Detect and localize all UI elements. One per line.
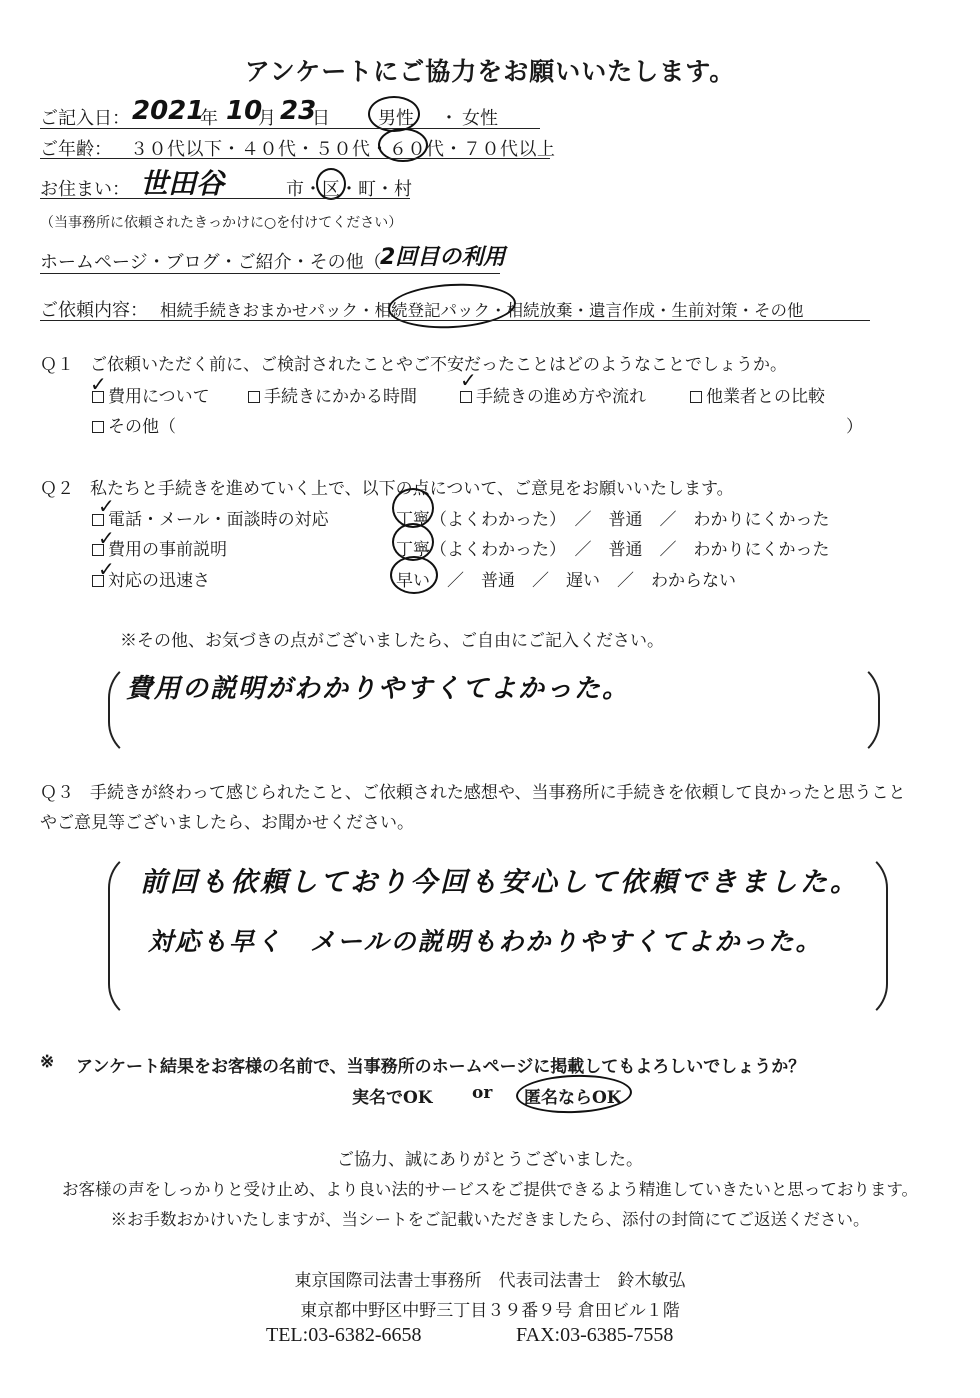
q1-text: ご依頼いただく前に、ご検討されたことやご不安だったことはどのようなことでしょうか。 (90, 355, 787, 375)
q1-option-cost-label: 費用について (108, 387, 210, 407)
month-suffix: 月 (258, 108, 276, 129)
q1-option-cost[interactable] (92, 382, 210, 407)
q1-number: Ｑ１ (40, 355, 74, 375)
entry-date-label: ご記入日： (40, 108, 130, 129)
q2-comment-text: 費用の説明がわかりやすくてよかった。 (126, 674, 631, 704)
gender-male[interactable]: 男性 (378, 108, 414, 129)
q2-contact-circle-mark (392, 488, 434, 528)
trigger-note: （当事務所に依頼されたきっかけに○を付けてください） (40, 215, 403, 231)
q2-cost-check-mark: ✓ (98, 526, 115, 550)
q2-row-contact[interactable] (92, 505, 329, 530)
request-options[interactable]: 相続手続きおまかせパック・相続登記パック・相続放棄・遺言作成・生前対策・その他 (160, 301, 804, 320)
q1-option-compare-checkbox[interactable] (690, 391, 702, 403)
q3-number: Ｑ３ (40, 783, 74, 803)
q1-option-time-label: 手続きにかかる時間 (264, 387, 417, 407)
thanks-message: ご協力、誠にありがとうございました。 (337, 1150, 643, 1170)
q1-option-process-label: 手続きの進め方や流れ (476, 387, 646, 407)
q1-process-check-mark: ✓ (460, 368, 477, 392)
publish-circle-mark (515, 1073, 632, 1115)
q1-option-other-checkbox[interactable] (92, 421, 104, 433)
office-address: 東京都中野区中野三丁目３９番９号 倉田ビル１階 (300, 1301, 680, 1321)
closing-message: お客様の声をしっかりと受け止め、より良い法的サービスをご提供できるよう精進していきたいと思っております。 (61, 1180, 919, 1199)
q1-option-time-checkbox[interactable] (248, 391, 260, 403)
publish-or: or (472, 1083, 493, 1103)
trigger-options[interactable]: ホームページ・ブログ・ご紹介・その他（ (40, 252, 382, 273)
q1-option-process-checkbox[interactable] (460, 391, 472, 403)
residence-options[interactable]: 市・区・町・村 (286, 179, 412, 200)
publish-real-name[interactable]: 実名でOK (352, 1088, 433, 1108)
q2-contact-check-mark: ✓ (98, 494, 115, 518)
trigger-handwritten: 2回目の利用 (380, 245, 506, 270)
q3-text-line1: 手続きが終わって感じられたこと、ご依頼された感想や、当事務所に手続きを依頼して良かったと思うこと (90, 783, 906, 803)
q1-cost-check-mark: ✓ (90, 372, 107, 396)
office-name: 東京国際司法書士事務所 代表司法書士 鈴木敏弘 (294, 1271, 686, 1291)
q1-option-process[interactable] (460, 382, 646, 407)
return-note: ※お手数おかけいたしますが、当シートをご記載いただきましたら、添付の封筒にてご返送ください。 (110, 1210, 870, 1229)
q3-comment-line1: 前回も依頼しており今回も安心して依頼できました。 (140, 867, 860, 898)
q1-other-close: ） (846, 417, 863, 437)
entry-day: 23 (280, 96, 317, 126)
day-suffix: 日 (312, 108, 330, 129)
gender-female[interactable]: 女性 (462, 108, 498, 129)
residence-value: 世田谷 (140, 167, 225, 200)
q2-speed-check-mark: ✓ (98, 557, 115, 581)
residence-label: お住まい： (40, 179, 130, 200)
age-label: ご年齢： (40, 139, 112, 160)
gender-circle-mark (368, 96, 420, 132)
publish-question: アンケート結果をお客様の名前で、当事務所のホームページに掲載してもよろしいでしょうか？ (76, 1057, 806, 1077)
q2-note: ※その他、お気づきの点がございましたら、ご自由にご記入ください。 (120, 631, 664, 651)
q1-option-compare-label: 他業者との比較 (706, 387, 825, 407)
request-label: ご依頼内容： (40, 300, 148, 321)
office-tel[interactable]: TEL:03-6382-6658 (266, 1324, 422, 1346)
entry-year: 2021 (132, 96, 205, 126)
q2-row-speed-answers[interactable]: 早い ／ 普通 ／ 遅い ／ わからない (396, 571, 736, 591)
q2-row-contact-label: 電話・メール・面談時の対応 (108, 510, 329, 530)
q2-row-cost-label: 費用の事前説明 (108, 540, 227, 560)
page-title: アンケートにご協力をお願いいたします。 (244, 57, 736, 86)
q3-comment-line2: 対応も早く メールの説明もわかりやすくてよかった。 (148, 927, 823, 956)
year-suffix: 年 (200, 108, 218, 129)
q1-option-time[interactable] (248, 382, 417, 407)
gender-sep: ・ (440, 108, 458, 129)
q1-option-other[interactable] (92, 412, 176, 437)
age-options[interactable]: ３０代以下・４０代・５０代・６０代・７０代以上 (130, 139, 556, 160)
age-circle-mark (378, 128, 428, 162)
q2-row-contact-answers[interactable]: 丁寧（よくわかった） ／ 普通 ／ わかりにくかった (396, 510, 830, 530)
q2-text: 私たちと手続きを進めていく上で、以下の点について、ご意見をお願いいたします。 (90, 479, 734, 499)
publish-mark: ※ (40, 1052, 55, 1072)
q1-option-other-label: その他（ (108, 417, 176, 437)
publish-anonymous[interactable]: 匿名ならOK (524, 1088, 622, 1108)
residence-circle-mark (316, 168, 346, 200)
q2-speed-circle-mark (390, 556, 438, 594)
office-fax: FAX:03-6385-7558 (516, 1324, 674, 1346)
entry-month: 10 (226, 96, 263, 126)
q2-row-cost-answers[interactable]: 丁寧（よくわかった） ／ 普通 ／ わかりにくかった (396, 540, 830, 560)
q3-text-line2: やご意見等ございましたら、お聞かせください。 (40, 813, 414, 833)
q1-option-compare[interactable] (690, 382, 825, 407)
q2-row-speed-label: 対応の迅速さ (108, 571, 210, 591)
q2-number: Ｑ２ (40, 479, 74, 499)
request-circle-mark (387, 281, 517, 332)
